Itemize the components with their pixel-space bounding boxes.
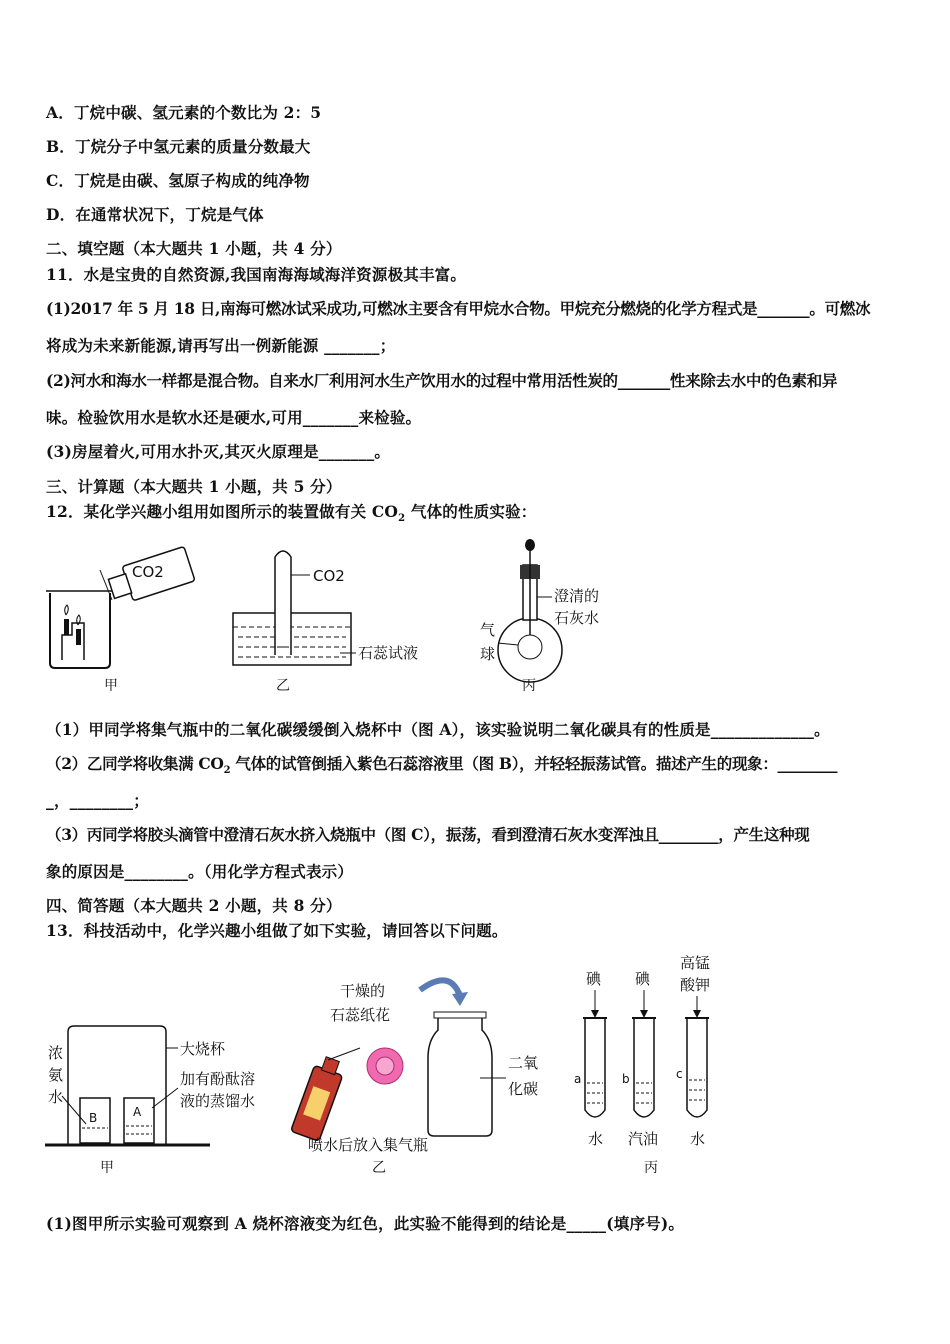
litmus-label: 石蕊试液 <box>358 644 419 662</box>
q11-part2-line1: (2)河水和海水一样都是混合物。自来水厂利用河水生产饮用水的过程中常用活性炭的_______性来除去水中的色素和异 <box>46 371 838 390</box>
test-tube-trough-apparatus <box>233 551 418 694</box>
ammonia-label-2: 氨 <box>48 1066 64 1084</box>
phenol-label-2: 液的蒸馏水 <box>180 1092 256 1110</box>
q12-stem: 12．某化学兴趣小组用如图所示的装置做有关 $CO_2$ 气体的性质实验： <box>46 502 537 525</box>
beaker-b-label: B <box>89 1111 98 1125</box>
q13-caption-yi: 乙 <box>372 1160 386 1176</box>
litmus-flower-apparatus <box>291 980 538 1176</box>
option-b: B．丁烷分子中氢元素的质量分数最大 <box>46 137 311 156</box>
section-title-4: 四、简答题（本大题共 2 小题，共 8 分） <box>46 896 342 915</box>
section-title-3: 三、计算题（本大题共 1 小题，共 5 分） <box>46 477 342 496</box>
gasoline-label: 汽油 <box>628 1130 659 1148</box>
phenol-label-1: 加有酚酞溶 <box>180 1070 256 1088</box>
q13-caption-jia: 甲 <box>100 1160 114 1176</box>
q11-part1-line2: 将成为未来新能源,请再写出一例新能源 _______； <box>46 336 396 355</box>
q11-part3: (3)房屋着火,可用水扑灭,其灭火原理是_______。 <box>46 442 391 461</box>
co2-label-1: 二氧 <box>508 1054 539 1072</box>
ammonia-beaker-apparatus <box>45 1026 255 1176</box>
caption-yi: 乙 <box>276 678 290 694</box>
caption-bing: 丙 <box>522 678 536 694</box>
iodine-label-1: 碘 <box>586 970 602 988</box>
q12-part3-line2: 象的原因是________。（用化学方程式表示） <box>46 862 354 881</box>
q12-figure <box>40 535 640 700</box>
tube-b-label: b <box>622 1072 630 1086</box>
co2-label-2: 化碳 <box>508 1080 539 1098</box>
option-c: C．丁烷是由碳、氢原子构成的纯净物 <box>46 171 310 190</box>
limewater-label-2: 石灰水 <box>554 609 600 627</box>
q11-part2-line2: 味。检验饮用水是软水还是硬水,可用_______来检验。 <box>46 408 422 427</box>
option-d: D．在通常状况下，丁烷是气体 <box>46 205 264 224</box>
q12-part1: （1）甲同学将集气瓶中的二氧化碳缓缓倒入烧杯中（图 A），该实验说明二氧化碳具有的性质是_____________。 <box>46 720 830 739</box>
beaker-a-label: A <box>133 1105 142 1119</box>
ammonia-label-1: 浓 <box>48 1044 64 1062</box>
q11-stem: 11．水是宝贵的自然资源,我国南海海域海洋资源极其丰富。 <box>46 265 467 284</box>
caption-jia: 甲 <box>104 678 118 694</box>
q12-part3-line1: （3）丙同学将胶头滴管中澄清石灰水挤入烧瓶中（图 C），振荡，看到澄清石灰水变浑浊且________，产生这种现 <box>46 825 810 844</box>
water-label-1: 水 <box>588 1130 604 1148</box>
test-tubes-apparatus <box>574 954 710 1176</box>
q13-stem: 13．科技活动中，化学兴趣小组做了如下实验，请回答以下问题。 <box>46 921 508 940</box>
water-label-2: 水 <box>690 1130 706 1148</box>
balloon-label-1: 气 <box>480 621 496 639</box>
balloon-label-2: 球 <box>480 645 496 663</box>
q13-figure <box>40 948 740 1180</box>
flask-dropper-apparatus <box>480 539 599 694</box>
kmno4-label-2: 酸钾 <box>680 976 711 994</box>
section-title-2: 二、填空题（本大题共 1 小题，共 4 分） <box>46 239 342 258</box>
spray-caption: 喷水后放入集气瓶 <box>308 1136 429 1154</box>
co2-label-a: CO2 <box>132 563 164 581</box>
q13-part1: (1)图甲所示实验可观察到 A 烧杯溶液变为红色，此实验不能得到的结论是_____(填序号)。 <box>46 1214 685 1233</box>
q12-part2-line1: （2）乙同学将收集满 $CO_2$ 气体的试管倒插入紫色石蕊溶液里（图 B），并轻轻振荡试管。描述产生的现象：________ <box>46 754 838 777</box>
tube-a-label: a <box>574 1072 582 1086</box>
q13-caption-bing: 丙 <box>644 1160 658 1176</box>
dry-label-2: 石蕊纸花 <box>330 1006 391 1024</box>
beaker-candle-apparatus <box>46 546 195 694</box>
q11-part1-line1: (1)2017 年 5 月 18 日,南海可燃冰试采成功,可燃冰主要含有甲烷水合物。甲烷充分燃烧的化学方程式是_______。可燃冰 <box>46 299 871 318</box>
co2-label-b: CO2 <box>313 567 345 585</box>
q12-part2-line2: _，________； <box>46 791 149 810</box>
iodine-label-2: 碘 <box>635 970 651 988</box>
kmno4-label-1: 高锰 <box>680 954 711 972</box>
ammonia-label-3: 水 <box>48 1088 64 1106</box>
dry-label-1: 干燥的 <box>340 982 386 1000</box>
limewater-label-1: 澄清的 <box>554 587 600 605</box>
option-a: A．丁烷中碳、氢元素的个数比为 2：5 <box>46 103 322 122</box>
tube-c-label: c <box>676 1067 683 1081</box>
big-beaker-label: 大烧杯 <box>180 1040 226 1058</box>
